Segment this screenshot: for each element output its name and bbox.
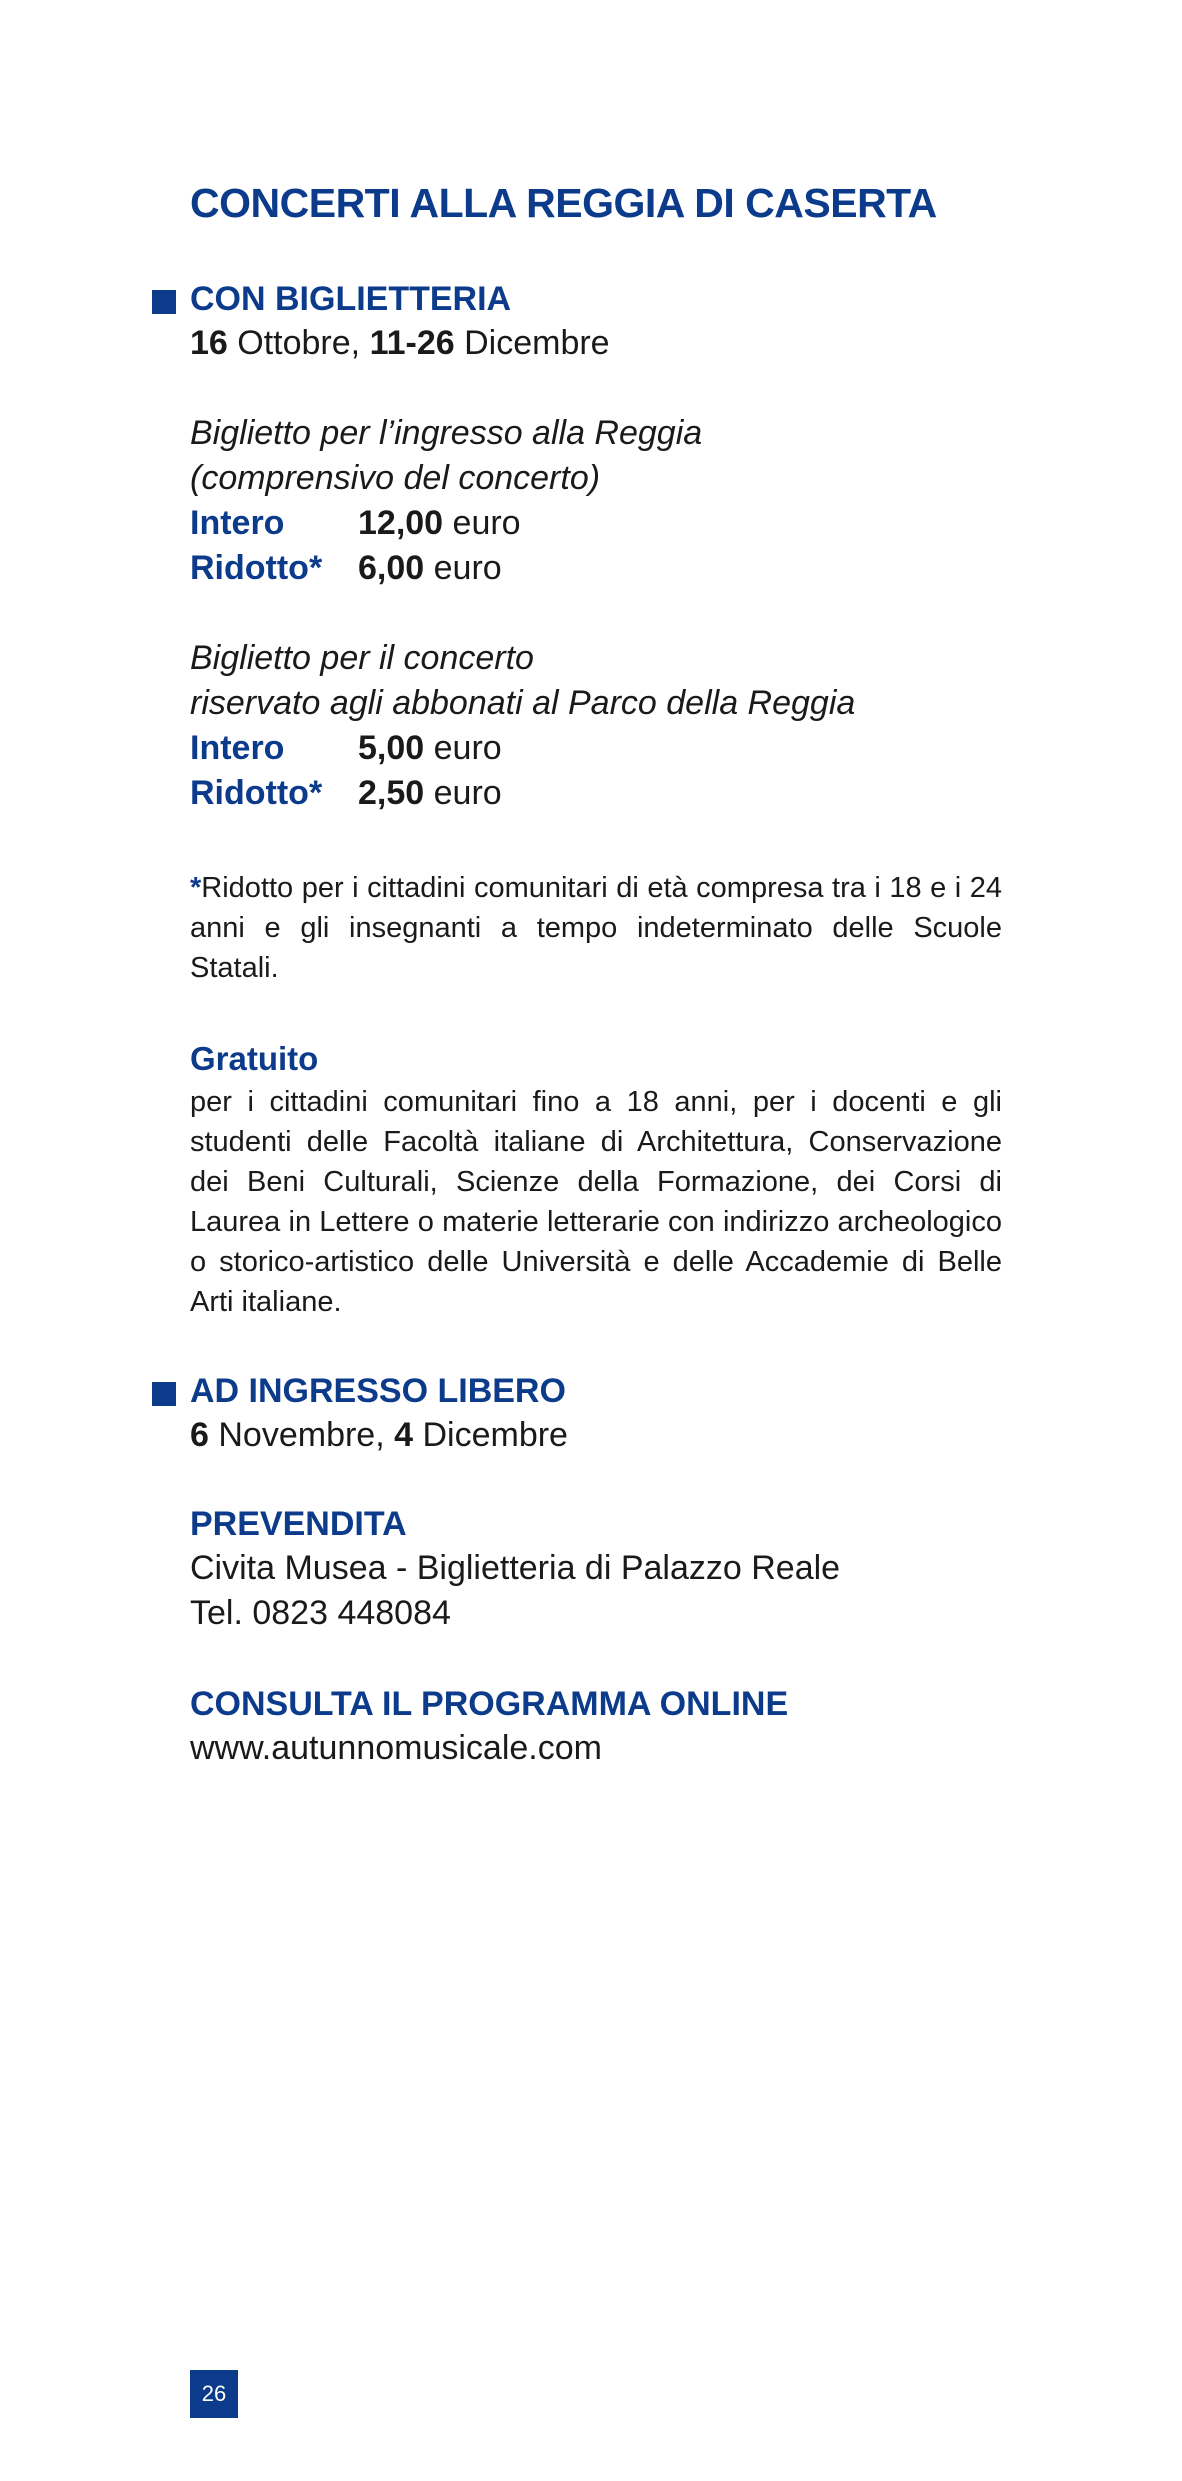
note-asterisk: * xyxy=(190,872,202,904)
currency: euro xyxy=(443,504,521,542)
section1-dates xyxy=(190,320,610,366)
price-amount: 5,00 xyxy=(358,729,425,767)
section-heading-text: AD INGRESSO LIBERO xyxy=(190,1372,566,1410)
date-text: Dicembre xyxy=(454,324,610,362)
section-ingresso-libero-heading xyxy=(190,1372,566,1411)
currency: euro xyxy=(424,774,502,812)
price-amount: 12,00 xyxy=(358,504,444,542)
prevendita-line1: Civita Musea - Biglietteria di Palazzo Reale xyxy=(190,1549,841,1587)
price-label: Intero xyxy=(190,729,285,767)
website-link[interactable]: www.autunnomusicale.com xyxy=(190,1729,602,1767)
date-number: 6 xyxy=(190,1416,209,1454)
date-number: 11-26 xyxy=(369,324,455,362)
ticket1-intero-row xyxy=(190,500,521,546)
price-amount: 2,50 xyxy=(358,774,425,812)
ticket2-desc-line2: riservato agli abbonati al Parco della Reggia xyxy=(190,684,856,722)
date-text: Novembre, xyxy=(208,1416,395,1454)
prevendita-heading: PREVENDITA xyxy=(190,1505,407,1543)
note-text: Ridotto per i cittadini comunitari di età compresa tra i 18 e i 24 anni e gli insegnanti a tempo indeterminato delle Scuole Statali. xyxy=(190,872,1002,984)
ticket1-desc-line1: Biglietto per l’ingresso alla Reggia xyxy=(190,414,703,452)
date-number: 16 xyxy=(190,324,228,362)
ridotto-note xyxy=(190,868,1002,988)
gratuito-heading: Gratuito xyxy=(190,1040,319,1077)
price-label: Ridotto* xyxy=(190,549,323,587)
price-label: Ridotto* xyxy=(190,774,323,812)
page-number: 26 xyxy=(190,2370,238,2418)
page-title: CONCERTI ALLA REGGIA DI CASERTA xyxy=(190,180,937,226)
gratuito-text: per i cittadini comunitari fino a 18 anni, per i docenti e gli studenti delle Facoltà italiane di Architettura, Conservazione dei Beni Culturali, Scienze della Formazione, dei Corsi di Laurea in Lettere o materie letterarie con indirizzo archeologico o storico-artistico delle Università e delle Accademie di Belle Arti italiane. xyxy=(190,1086,1002,1318)
date-text: Ottobre, xyxy=(227,324,370,362)
ticket1-ridotto-row xyxy=(190,545,502,591)
section2-dates xyxy=(190,1412,568,1458)
section-con-biglietteria-heading xyxy=(190,280,511,319)
bullet-square-icon xyxy=(152,1382,176,1406)
ticket1-desc-line2: (comprensivo del concerto) xyxy=(190,459,601,497)
currency: euro xyxy=(424,729,502,767)
prevendita-phone: Tel. 0823 448084 xyxy=(190,1594,451,1632)
section-heading-text: CON BIGLIETTERIA xyxy=(190,280,512,318)
online-heading: CONSULTA IL PROGRAMMA ONLINE xyxy=(190,1685,789,1723)
price-amount: 6,00 xyxy=(358,549,425,587)
date-text: Dicembre xyxy=(413,1416,568,1454)
ticket2-intero-row xyxy=(190,725,502,771)
price-label: Intero xyxy=(190,504,285,542)
date-number: 4 xyxy=(394,1416,414,1454)
ticket2-ridotto-row xyxy=(190,770,502,816)
currency: euro xyxy=(424,549,502,587)
ticket2-desc-line1: Biglietto per il concerto xyxy=(190,639,534,677)
bullet-square-icon xyxy=(152,290,176,314)
